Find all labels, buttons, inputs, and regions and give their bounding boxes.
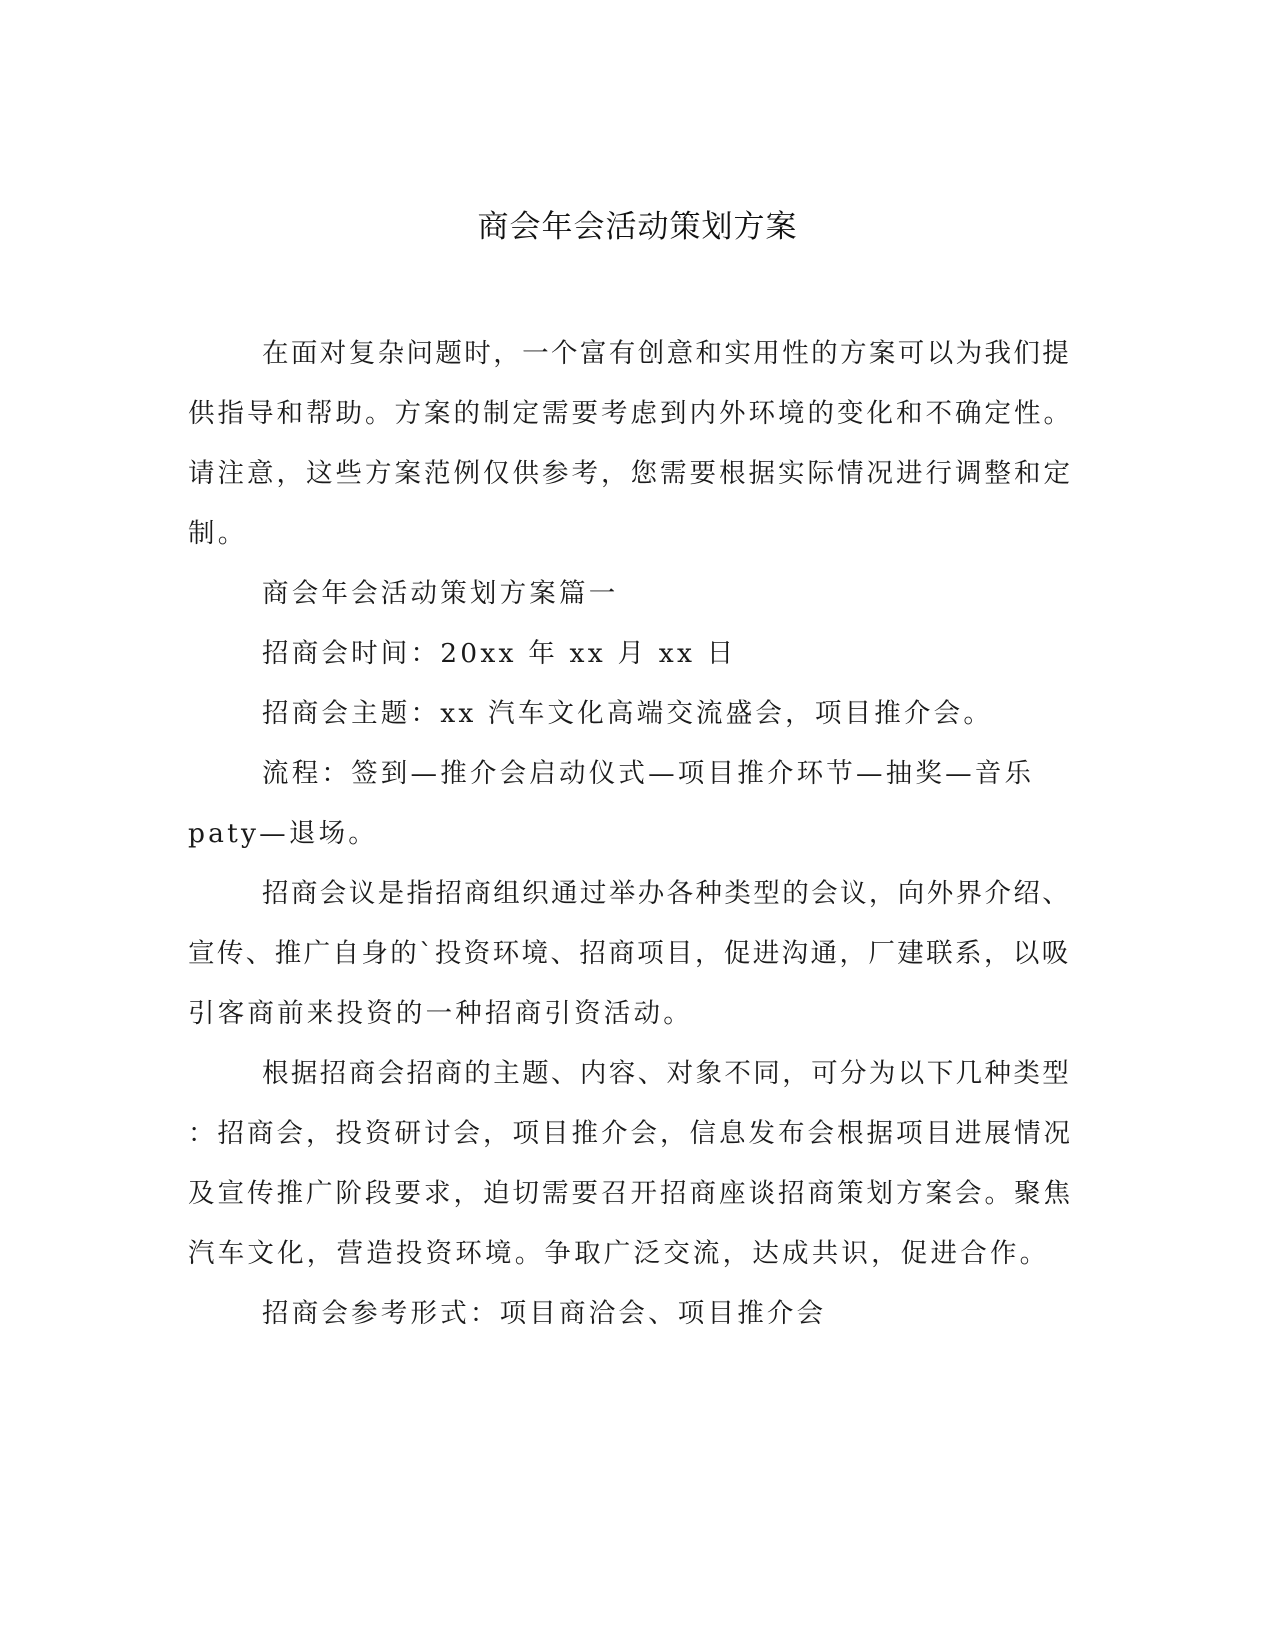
text-line: 汽车文化，营造投资环境。争取广泛交流，达成共识，促进合作。 (188, 1238, 1050, 1269)
text-line: 招商会时间：20xx 年 xx 月 xx 日 (262, 638, 737, 669)
document-title: 商会年会活动策划方案 (477, 209, 798, 245)
text-line: 在面对复杂问题时，一个富有创意和实用性的方案可以为我们提 (262, 338, 1072, 369)
document-body (188, 324, 1073, 1344)
text-line: 请注意，这些方案范例仅供参考，您需要根据实际情况进行调整和定 (188, 458, 1073, 489)
text-line: 及宣传推广阶段要求，迫切需要召开招商座谈招商策划方案会。聚焦 (188, 1178, 1073, 1209)
text-line: 制。 (188, 518, 248, 549)
text-line: 宣传、推广自身的`投资环境、招商项目，促进沟通，厂建联系，以吸 (188, 938, 1071, 969)
text-line: 供指导和帮助。方案的制定需要考虑到内外环境的变化和不确定性。 (188, 398, 1073, 429)
text-line: 引客商前来投资的一种招商引资活动。 (188, 998, 693, 1029)
text-line: paty—退场。 (188, 818, 378, 849)
text-line: 流程：签到—推介会启动仪式—项目推介环节—抽奖—音乐 (262, 758, 1035, 789)
text-line: ：招商会，投资研讨会，项目推介会，信息发布会根据项目进展情况 (188, 1118, 1073, 1149)
text-line: 根据招商会招商的主题、内容、对象不同，可分为以下几种类型 (262, 1058, 1072, 1089)
text-line: 招商会参考形式：项目商洽会、项目推介会 (262, 1298, 827, 1329)
text-line: 商会年会活动策划方案篇一 (262, 578, 619, 609)
text-line: 招商会主题：xx 汽车文化高端交流盛会，项目推介会。 (262, 698, 994, 729)
text-line: 招商会议是指招商组织通过举办各种类型的会议，向外界介绍、 (262, 878, 1072, 909)
